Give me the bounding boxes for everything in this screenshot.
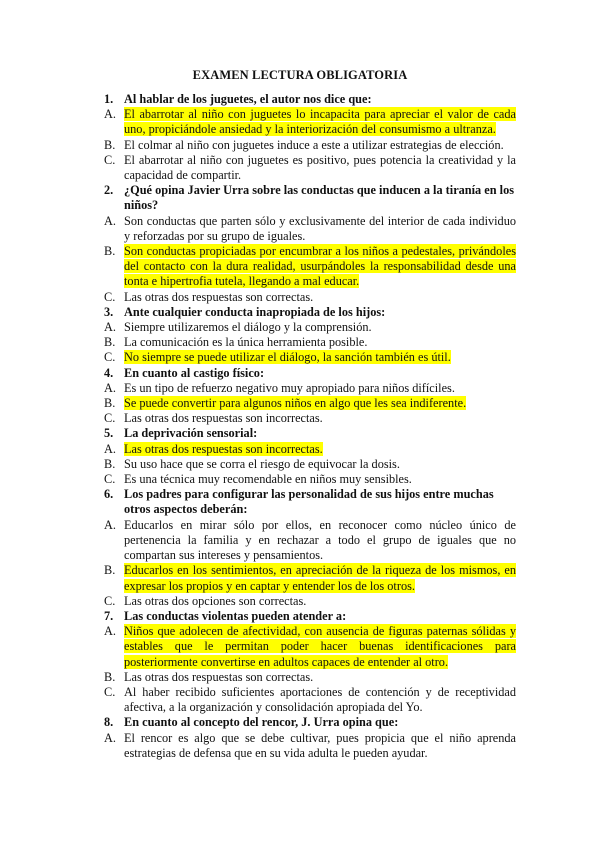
highlighted-answer-text: Niños que adolecen de afectividad, con ausencia de figuras paternas sólidas y estables que le permitan poder hacer buenas identificaciones para posteriormente convertirse en adultos capaces de entender al otro. — [124, 624, 516, 669]
answer-option — [104, 731, 516, 761]
highlighted-answer-text: No siempre se puede utilizar el diálogo, la sanción también es útil. — [124, 350, 451, 365]
question-list — [104, 92, 516, 761]
option-letter: A. — [104, 380, 116, 395]
option-letter: C. — [104, 289, 116, 304]
question-4 — [104, 366, 516, 381]
option-letter: B. — [104, 456, 116, 471]
answer-option — [104, 457, 516, 472]
question-number: 3. — [104, 304, 114, 319]
answer-option — [104, 442, 516, 457]
option-letter: A. — [104, 107, 116, 122]
option-text: Educarlos en mirar sólo por ellos, en reconocer como núcleo único de pertenencia la familia y en rechazar a todo el grupo de iguales que no compartan sus intereses y pensamientos. — [124, 517, 516, 563]
option-text: Son conductas que parten sólo y exclusivamente del interior de cada individuo y reforzadas por su grupo de iguales. — [124, 213, 516, 243]
option-letter: A. — [104, 517, 116, 532]
option-text: Su uso hace que se corra el riesgo de equivocar la dosis. — [124, 456, 400, 471]
answer-option — [104, 472, 516, 487]
question-number: 2. — [104, 183, 114, 198]
question-text: La deprivación sensorial: — [124, 426, 258, 441]
question-text: Las conductas violentas pueden atender a: — [124, 608, 347, 623]
option-text: La comunicación es la única herramienta posible. — [124, 335, 368, 350]
answer-option — [104, 335, 516, 350]
option-text: Las otras dos opciones son correctas. — [124, 593, 307, 608]
question-text: Los padres para configurar las personalidad de sus hijos entre muchas otros aspectos deberán: — [124, 487, 494, 517]
highlighted-answer-text: El abarrotar al niño con juguetes lo incapacita para apreciar el valor de cada uno, propiciándole ansiedad y la interiorización del consumismo a ultranza. — [124, 107, 516, 137]
answer-option — [104, 563, 516, 593]
question-number: 4. — [104, 365, 114, 380]
answer-option — [104, 624, 516, 670]
option-letter: B. — [104, 669, 116, 684]
answer-option — [104, 518, 516, 564]
question-2 — [104, 183, 516, 213]
answer-option — [104, 320, 516, 335]
answer-option — [104, 396, 516, 411]
option-letter: C. — [104, 684, 116, 699]
option-text: Las otras dos respuestas son correctas. — [124, 289, 314, 304]
highlighted-answer-text: Las otras dos respuestas son incorrectas. — [124, 441, 323, 456]
answer-option — [104, 290, 516, 305]
option-letter: C. — [104, 152, 116, 167]
answer-option — [104, 381, 516, 396]
option-letter: B. — [104, 137, 116, 152]
question-number: 5. — [104, 426, 114, 441]
option-text: El abarrotar al niño con juguetes es positivo, pues potencia la creatividad y la capacidad de compartir. — [124, 152, 516, 183]
answer-option — [104, 107, 516, 137]
answer-option — [104, 244, 516, 290]
option-text: Es un tipo de refuerzo negativo muy apropiado para niños difíciles. — [124, 380, 455, 395]
highlighted-answer-text: Se puede convertir para algunos niños en algo que les sea indiferente. — [124, 396, 467, 411]
option-letter: B. — [104, 244, 116, 259]
option-letter: A. — [104, 441, 116, 456]
answer-option — [104, 685, 516, 715]
option-text: Siempre utilizaremos el diálogo y la comprensión. — [124, 320, 372, 335]
option-text: Las otras dos respuestas son incorrectas. — [124, 411, 323, 426]
option-letter: C. — [104, 350, 116, 365]
option-letter: B. — [104, 563, 116, 578]
question-7 — [104, 609, 516, 624]
question-number: 8. — [104, 715, 114, 730]
answer-option — [104, 670, 516, 685]
answer-option — [104, 153, 516, 183]
question-5 — [104, 426, 516, 441]
highlighted-answer-text: Educarlos en los sentimientos, en apreciación de la riqueza de los mismos, en expresar los propios y en captar y entender los de los otros. — [124, 563, 516, 593]
page-title: EXAMEN LECTURA OBLIGATORIA — [192, 68, 408, 82]
question-text: En cuanto al concepto del rencor, J. Urra opina que: — [124, 715, 399, 730]
question-6 — [104, 487, 516, 517]
option-text: Las otras dos respuestas son correctas. — [124, 669, 314, 684]
question-text: ¿Qué opina Javier Urra sobre las conductas que inducen a la tiranía en los niños? — [124, 183, 514, 213]
question-1 — [104, 92, 516, 107]
option-letter: A. — [104, 730, 116, 745]
question-text: Al hablar de los juguetes, el autor nos dice que: — [124, 92, 372, 106]
question-text: Ante cualquier conducta inapropiada de los hijos: — [124, 304, 386, 319]
answer-option — [104, 214, 516, 244]
option-letter: A. — [104, 320, 116, 335]
question-number: 6. — [104, 487, 114, 502]
option-text: Al haber recibido suficientes aportaciones de contención y de receptividad afectiva, a la organización y consolidación apropiada del Yo. — [124, 684, 516, 715]
option-text: El rencor es algo que se debe cultivar, pues propicia que el niño aprenda estrategias de defensa que en su vida adulta le pueden ayudar. — [124, 730, 516, 760]
question-3 — [104, 305, 516, 320]
option-letter: B. — [104, 335, 116, 350]
option-letter: C. — [104, 472, 116, 487]
option-letter: A. — [104, 624, 116, 639]
option-text: Es una técnica muy recomendable en niños muy sensibles. — [124, 472, 412, 487]
question-text: En cuanto al castigo físico: — [124, 365, 265, 380]
answer-option — [104, 350, 516, 365]
answer-option — [104, 594, 516, 609]
question-number: 1. — [104, 92, 114, 106]
option-letter: C. — [104, 411, 116, 426]
question-number: 7. — [104, 608, 114, 623]
option-letter: B. — [104, 396, 116, 411]
option-text: El colmar al niño con juguetes induce a este a utilizar estrategias de elección. — [124, 137, 504, 152]
option-letter: A. — [104, 213, 116, 228]
answer-option — [104, 138, 516, 153]
option-letter: C. — [104, 593, 116, 608]
question-8 — [104, 715, 516, 730]
answer-option — [104, 411, 516, 426]
highlighted-answer-text: Son conductas propiciadas por encumbrar a los niños a pedestales, privándoles del contacto con la dura realidad, usurpándoles la responsabilidad desde una tonta e hipertrofia tutela, llegando a mal educar. — [124, 244, 516, 289]
